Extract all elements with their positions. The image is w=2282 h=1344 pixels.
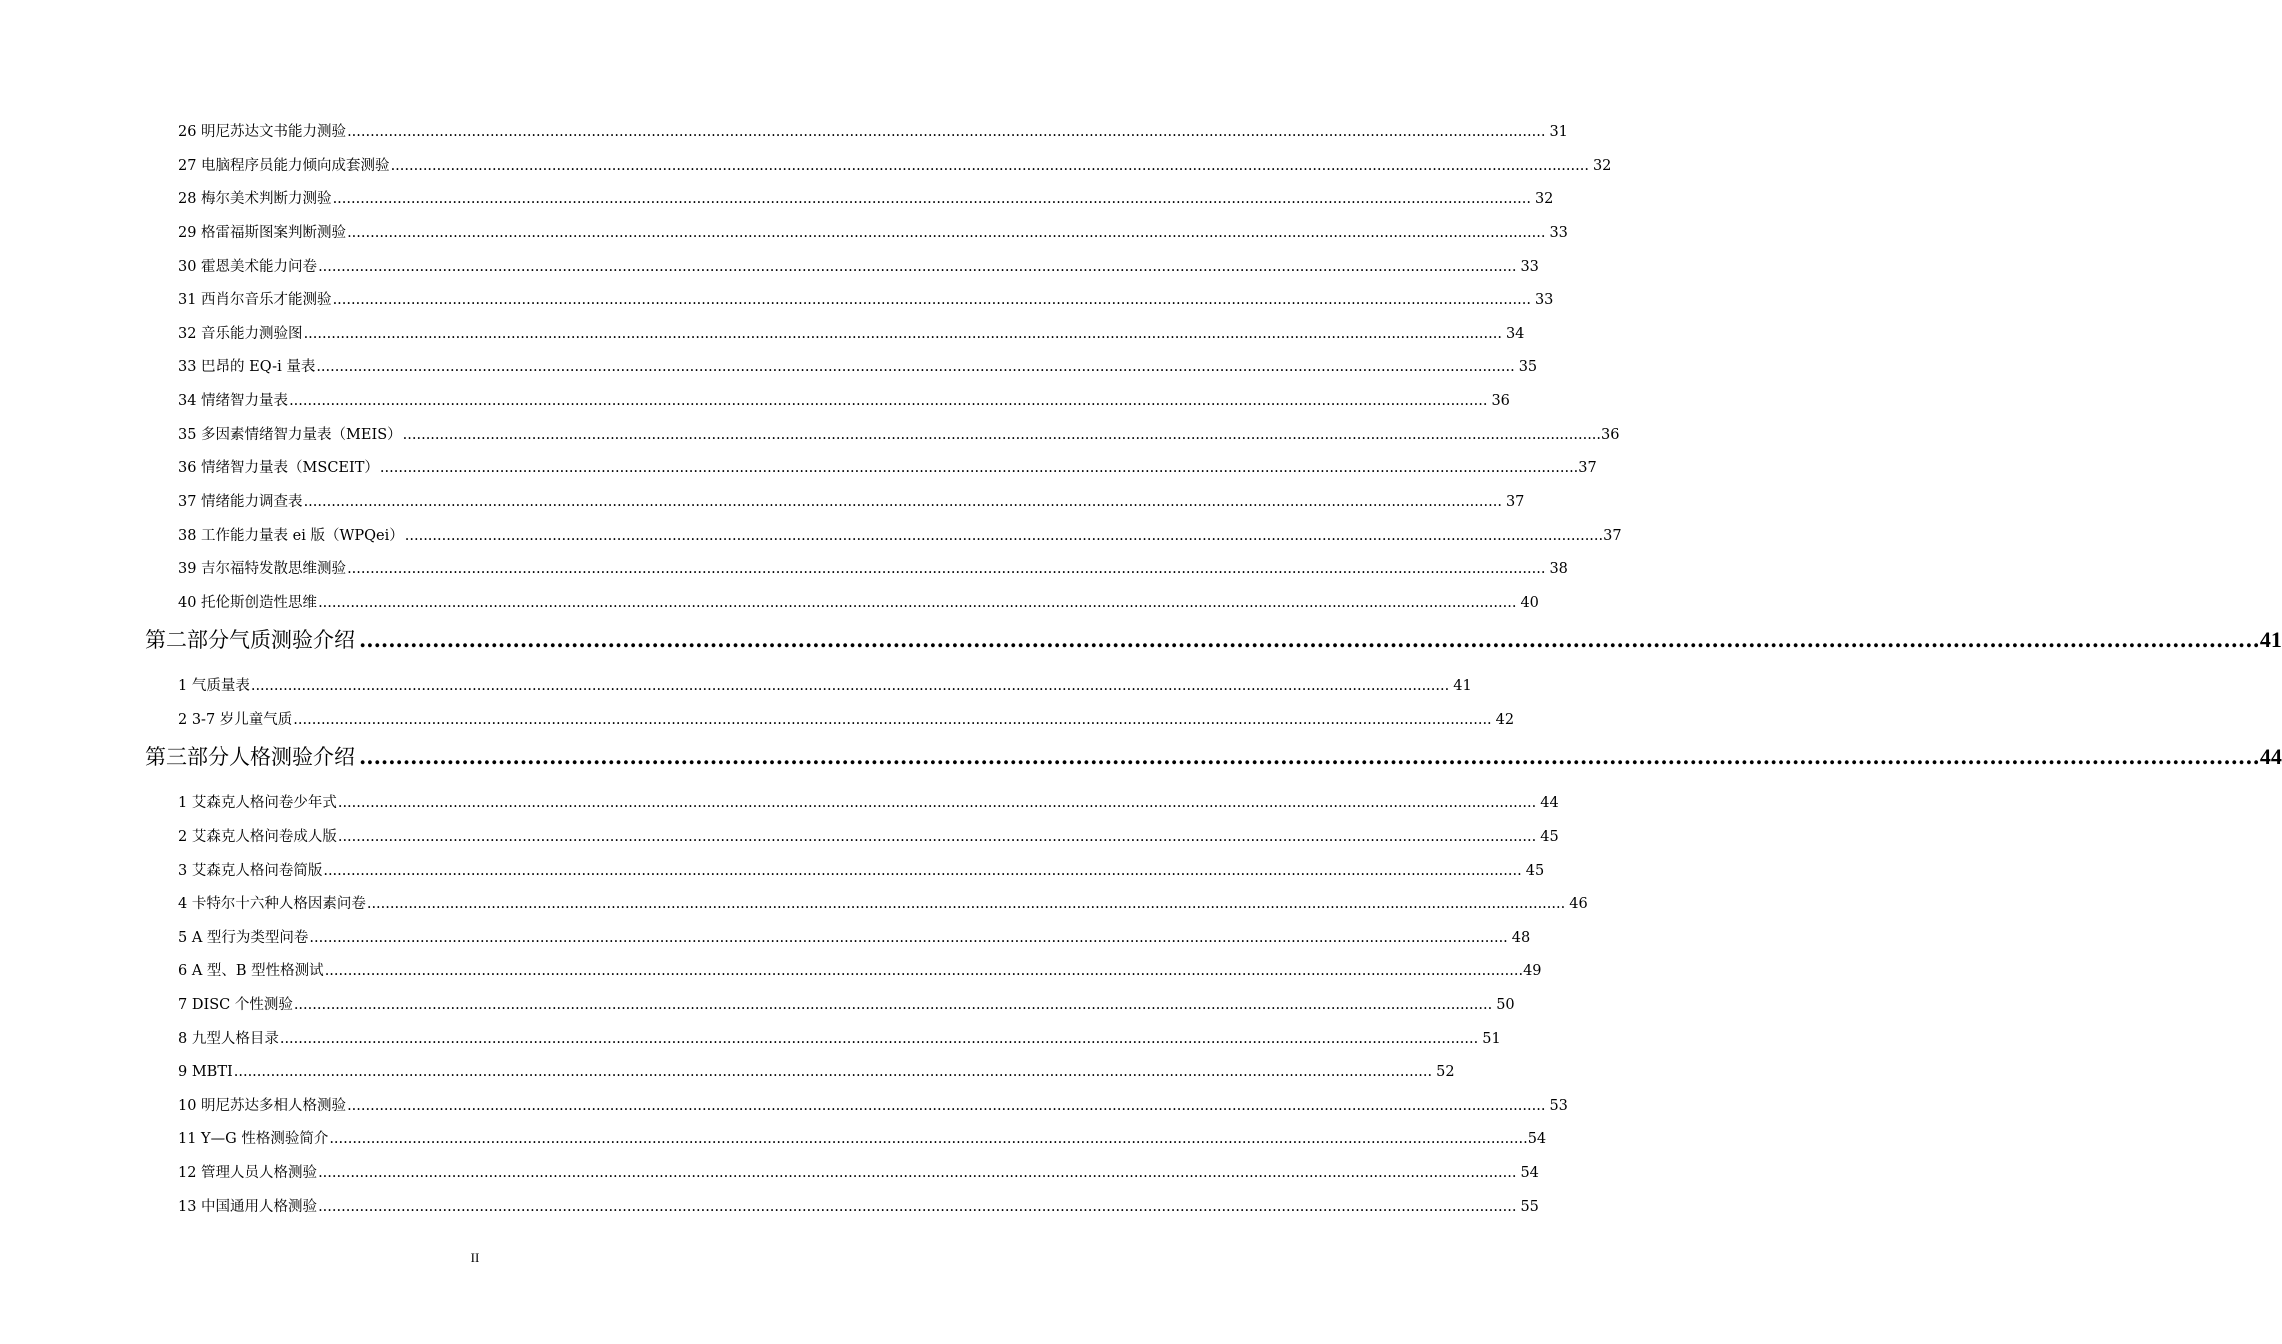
toc-section-page: 44: [2259, 744, 2282, 769]
toc-leader-dots: ....................................................................................................................................................................................................................................................................: [366, 896, 1566, 912]
toc-entry-title: 36 情绪智力量表（MSCEIT）: [178, 460, 379, 476]
toc-entry-title: 33 巴昂的 EQ-i 量表: [178, 359, 316, 375]
toc-leader-dots: ....................................................................................................................................................................................................................................................................: [329, 1131, 1528, 1147]
toc-leader-dots: ....................................................................................................................................................................................................................................................................: [309, 930, 1508, 946]
toc-leader-dots: ....................................................................................................................................................................................................................................................................: [318, 1165, 1517, 1181]
toc-entry: [178, 290, 1554, 310]
toc-entry-page: 42: [1495, 712, 1515, 728]
toc-entry: [178, 189, 1554, 209]
toc-entry: [178, 559, 1568, 579]
toc-leader-dots: ....................................................................................................................................................................................................................................................................: [323, 863, 1522, 879]
toc-leader-dots: ....................................................................................................................................................................................................................................................................: [359, 627, 2260, 652]
toc-entry-page: 54: [1527, 1131, 1547, 1147]
toc-entry: [178, 458, 1597, 478]
toc-entry-title: 4 卡特尔十六种人格因素问卷: [178, 896, 366, 912]
toc-section-heading: [145, 626, 2282, 654]
toc-entry-title: 37 情绪能力调查表: [178, 494, 303, 510]
toc-entry: [178, 793, 1559, 813]
toc-entry-page: 32: [1592, 158, 1612, 174]
toc-entry-page: 32: [1534, 191, 1554, 207]
toc-leader-dots: ....................................................................................................................................................................................................................................................................: [293, 712, 1492, 728]
toc-entry-page: 35: [1518, 359, 1538, 375]
toc-leader-dots: ....................................................................................................................................................................................................................................................................: [279, 1031, 1479, 1047]
toc-entry-title: 1 艾森克人格问卷少年式: [178, 795, 337, 811]
toc-entry-page: 53: [1549, 1098, 1568, 1114]
toc-entry: [178, 324, 1525, 344]
toc-leader-dots: ....................................................................................................................................................................................................................................................................: [347, 225, 1546, 241]
toc-entry: [178, 894, 1588, 914]
toc-entry: [178, 1029, 1501, 1049]
toc-entry-page: 31: [1549, 124, 1568, 140]
toc-entry-page: 36: [1601, 427, 1620, 443]
toc-leader-dots: ....................................................................................................................................................................................................................................................................: [337, 795, 1537, 811]
toc-leader-dots: ....................................................................................................................................................................................................................................................................: [316, 359, 1515, 375]
toc-entry-title: 31 西肖尔音乐才能测验: [178, 292, 332, 308]
toc-entry: [178, 425, 1620, 445]
toc-leader-dots: ....................................................................................................................................................................................................................................................................: [303, 326, 1502, 342]
toc-entry-title: 8 九型人格目录: [178, 1031, 279, 1047]
toc-entry-title: 29 格雷福斯图案判断测验: [178, 225, 347, 241]
toc-entry-title: 2 3-7 岁儿童气质: [178, 712, 293, 728]
toc-entry: [178, 223, 1568, 243]
toc-entry: [178, 710, 1515, 730]
toc-leader-dots: ....................................................................................................................................................................................................................................................................: [289, 393, 1488, 409]
toc-section-page: 41: [2259, 627, 2282, 652]
toc-entry-title: 2 艾森克人格问卷成人版: [178, 829, 337, 845]
toc-entry: [178, 526, 1622, 546]
toc-entry-page: 40: [1520, 595, 1539, 611]
toc-leader-dots: ....................................................................................................................................................................................................................................................................: [379, 460, 1579, 476]
page-number: II: [470, 1250, 480, 1265]
toc-entry: [178, 827, 1559, 847]
toc-leader-dots: ....................................................................................................................................................................................................................................................................: [337, 829, 1537, 845]
toc-entry-title: 13 中国通用人格测验: [178, 1199, 318, 1215]
toc-entry: [178, 1129, 1547, 1149]
toc-entry-page: 37: [1603, 528, 1622, 544]
toc-entry-page: 52: [1436, 1064, 1455, 1080]
toc-entry-title: 35 多因素情绪智力量表（MEIS）: [178, 427, 402, 443]
toc-entry: [178, 492, 1525, 512]
toc-entry-page: 54: [1520, 1165, 1539, 1181]
toc-entry-title: 1 气质量表: [178, 678, 250, 694]
toc-leader-dots: ....................................................................................................................................................................................................................................................................: [318, 259, 1517, 275]
toc-leader-dots: ....................................................................................................................................................................................................................................................................: [332, 191, 1531, 207]
toc-entry-title: 5 A 型行为类型问卷: [178, 930, 309, 946]
toc-entry: [178, 1197, 1539, 1217]
toc-entry-page: 49: [1523, 963, 1542, 979]
toc-entry-title: 28 梅尔美术判断力测验: [178, 191, 332, 207]
toc-leader-dots: ....................................................................................................................................................................................................................................................................: [347, 124, 1546, 140]
toc-leader-dots: ....................................................................................................................................................................................................................................................................: [359, 744, 2260, 769]
toc-entry-title: 39 吉尔福特发散思维测验: [178, 561, 347, 577]
toc-entry: [178, 1062, 1455, 1082]
toc-entry-title: 10 明尼苏达多相人格测验: [178, 1098, 347, 1114]
toc-entry-page: 34: [1505, 326, 1525, 342]
toc-leader-dots: ....................................................................................................................................................................................................................................................................: [233, 1064, 1433, 1080]
toc-entry: [178, 1096, 1568, 1116]
toc-entry: [178, 391, 1510, 411]
toc-leader-dots: ....................................................................................................................................................................................................................................................................: [318, 1199, 1517, 1215]
toc-entry-page: 38: [1549, 561, 1568, 577]
toc-leader-dots: ....................................................................................................................................................................................................................................................................: [318, 595, 1517, 611]
toc-entry-page: 45: [1525, 863, 1545, 879]
toc-leader-dots: ....................................................................................................................................................................................................................................................................: [347, 1098, 1546, 1114]
toc-entry-page: 41: [1453, 678, 1472, 694]
toc-entry: [178, 676, 1472, 696]
toc-entry-title: 12 管理人员人格测验: [178, 1165, 318, 1181]
toc-entry-page: 48: [1511, 930, 1531, 946]
toc-entry: [178, 861, 1545, 881]
toc-entry-title: 3 艾森克人格问卷简版: [178, 863, 323, 879]
toc-leader-dots: ....................................................................................................................................................................................................................................................................: [404, 528, 1604, 544]
toc-entry: [178, 257, 1539, 277]
toc-entry: [178, 995, 1515, 1015]
toc-section-heading: [145, 743, 2282, 771]
toc-entry-title: 40 托伦斯创造性思维: [178, 595, 318, 611]
toc-entry-page: 51: [1482, 1031, 1501, 1047]
toc-entry-page: 36: [1491, 393, 1510, 409]
toc-entry: [178, 122, 1568, 142]
toc-section-title: 第二部分气质测验介绍: [145, 628, 355, 652]
toc-entry-title: 7 DISC 个性测验: [178, 997, 293, 1013]
toc-leader-dots: ....................................................................................................................................................................................................................................................................: [347, 561, 1546, 577]
toc-entry-page: 50: [1496, 997, 1515, 1013]
toc-leader-dots: ....................................................................................................................................................................................................................................................................: [402, 427, 1602, 443]
toc-entry: [178, 593, 1539, 613]
toc-entry-title: 9 MBTI: [178, 1064, 233, 1080]
toc-entry-page: 37: [1505, 494, 1525, 510]
toc-leader-dots: ....................................................................................................................................................................................................................................................................: [250, 678, 1450, 694]
toc-entry-page: 33: [1520, 259, 1539, 275]
toc-entry-page: 45: [1540, 829, 1559, 845]
toc-entry-page: 37: [1578, 460, 1597, 476]
toc-entry: [178, 928, 1531, 948]
toc-entry-page: 55: [1520, 1199, 1539, 1215]
toc-section-title: 第三部分人格测验介绍: [145, 745, 355, 769]
toc-entry: [178, 961, 1542, 981]
toc-entry-page: 46: [1569, 896, 1588, 912]
toc-entry-page: 33: [1549, 225, 1568, 241]
toc-entry-page: 33: [1534, 292, 1554, 308]
toc-entry: [178, 357, 1538, 377]
toc-entry-title: 34 情绪智力量表: [178, 393, 289, 409]
toc-entry-title: 30 霍恩美术能力问卷: [178, 259, 318, 275]
toc-entry-title: 27 电脑程序员能力倾向成套测验: [178, 158, 390, 174]
toc-leader-dots: ....................................................................................................................................................................................................................................................................: [293, 997, 1493, 1013]
toc-entry: [178, 156, 1612, 176]
toc-entry-page: 44: [1540, 795, 1559, 811]
toc-entry-title: 38 工作能力量表 ei 版（WPQei）: [178, 528, 404, 544]
toc-entry: [178, 1163, 1539, 1183]
toc-entry-title: 6 A 型、B 型性格测试: [178, 963, 324, 979]
toc-leader-dots: ....................................................................................................................................................................................................................................................................: [390, 158, 1589, 174]
toc-entry-title: 11 Y—G 性格测验简介: [178, 1131, 329, 1147]
toc-entry-title: 32 音乐能力测验图: [178, 326, 303, 342]
toc-leader-dots: ....................................................................................................................................................................................................................................................................: [303, 494, 1502, 510]
toc-entry-title: 26 明尼苏达文书能力测验: [178, 124, 347, 140]
toc-leader-dots: ....................................................................................................................................................................................................................................................................: [324, 963, 1524, 979]
toc-leader-dots: ....................................................................................................................................................................................................................................................................: [332, 292, 1531, 308]
